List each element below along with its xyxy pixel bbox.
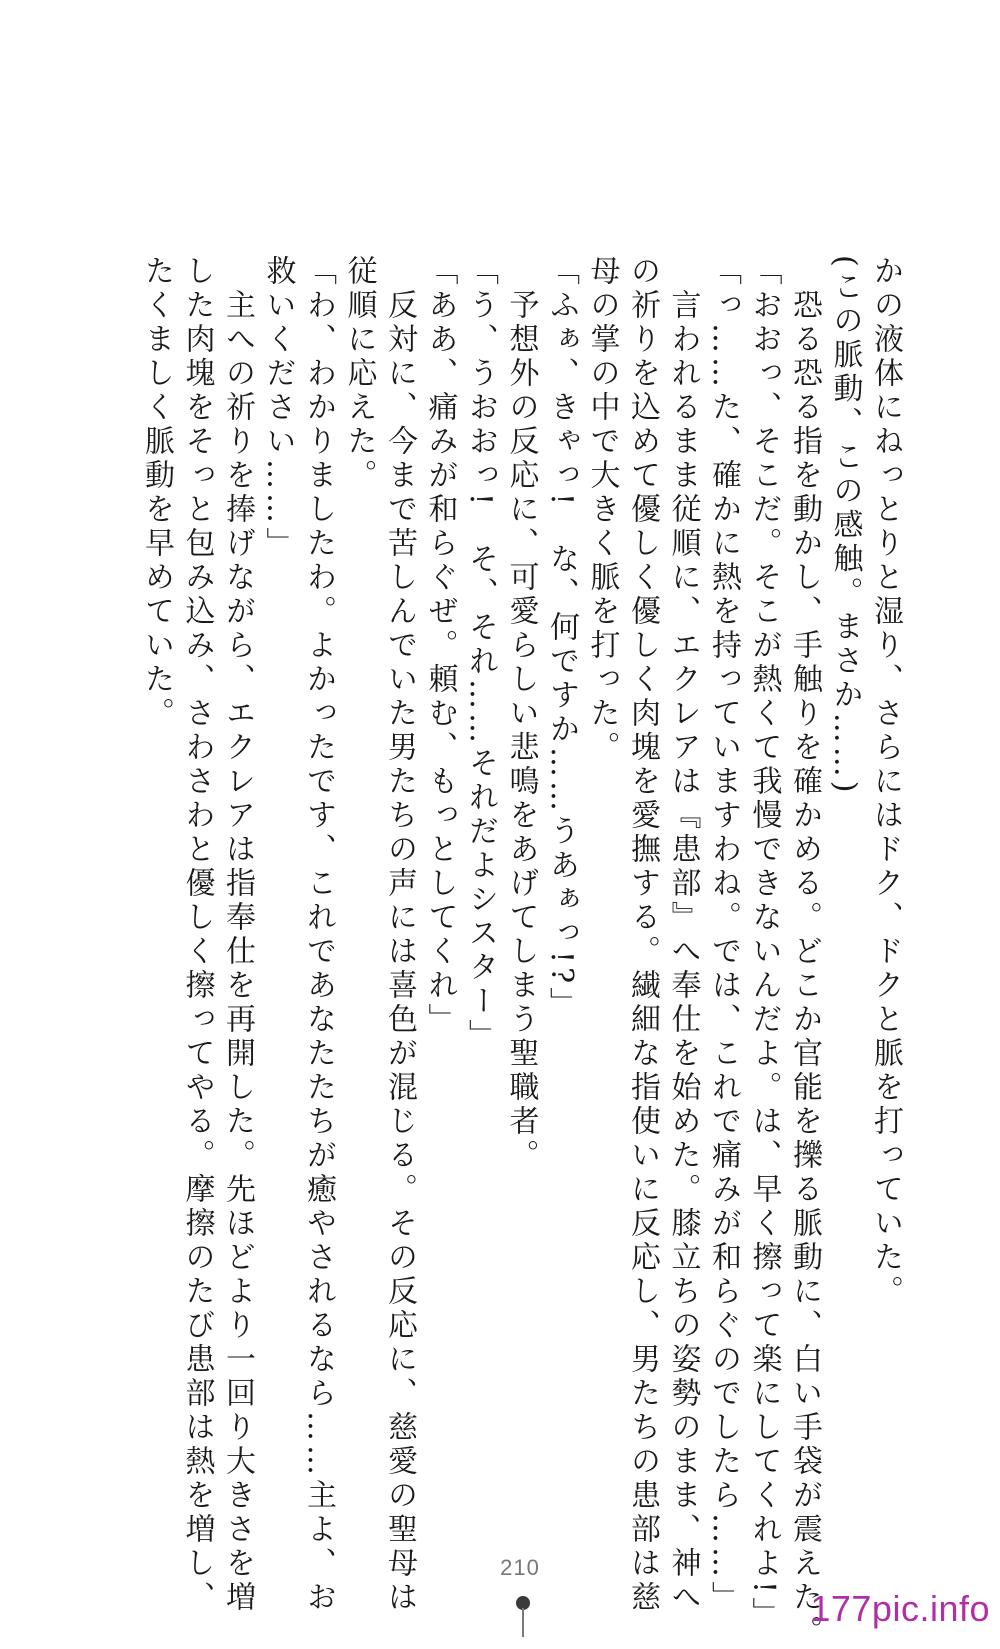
text-line: 「ふぁ、きゃっ! な、何ですか……うあぁっ!?」 — [544, 255, 579, 1022]
watermark-text: 177pic.info — [810, 1588, 990, 1629]
text-line: 言われるまま従順に、エクレアは『患部』へ奉仕を始めた。膝立ちの姿勢のまま、神へ — [665, 255, 701, 1615]
page-number: 210 — [500, 1555, 540, 1580]
text-line: 救いください……」 — [260, 255, 296, 561]
text-line: の祈りを込めて優しく優しく肉塊を愛撫する。繊細な指使いに反応し、男たちの患部は慈 — [625, 255, 660, 1615]
text-line: 「わ、わかりましたわ。よかったです、これであなたたちが癒やされるなら……主よ、お — [301, 255, 336, 1615]
text-line: 従順に応えた。 — [341, 255, 377, 493]
text-line: 恐る恐る指を動かし、手触りを確かめる。どこか官能を擽る脈動に、白い手袋が震えた。 — [787, 255, 822, 1649]
text-line: 予想外の反応に、可愛らしい悲鳴をあげてしまう聖職者。 — [503, 255, 539, 1173]
text-line: 母の掌の中で大きく脈を打った。 — [584, 255, 620, 765]
text-line: (この脈動、この感触。まさか……) — [827, 255, 863, 797]
text-line: 反対に、今まで苦しんでいた男たちの声には喜色が混じる。その反応に、慈愛の聖母は — [382, 255, 417, 1615]
text-line: 「ああ、痛みが和らぐぜ。頼む、もっとしてくれ」 — [422, 255, 458, 1037]
text-line: 「っ……た、確かに熱を持っていますわね。では、これで痛みが和らぐのでしたら……」 — [706, 255, 741, 1615]
text-line: かの液体にねっとりと湿り、さらにはドク、ドクと脈を打っていた。 — [868, 255, 903, 1309]
text-line: 「う、うおおっ! そ、それ……それだよシスター」 — [463, 255, 498, 1054]
text-line: した肉塊をそっと包み込み、さわさわと優しく擦ってやる。摩擦のたび患部は熱を増し、 — [179, 255, 215, 1615]
text-line: たくましく脈動を早めていた。 — [139, 255, 174, 731]
text-line: 「おおっ、そこだ。そこが熱くて我慢できないんだよ。は、早く擦って楽にしてくれよ!」 — [746, 255, 782, 1632]
text-line: 主への祈りを捧げながら、エクレアは指奉仕を再開した。先ほどより一回り大きさを増 — [220, 255, 255, 1615]
page-marker-line — [522, 1608, 524, 1637]
